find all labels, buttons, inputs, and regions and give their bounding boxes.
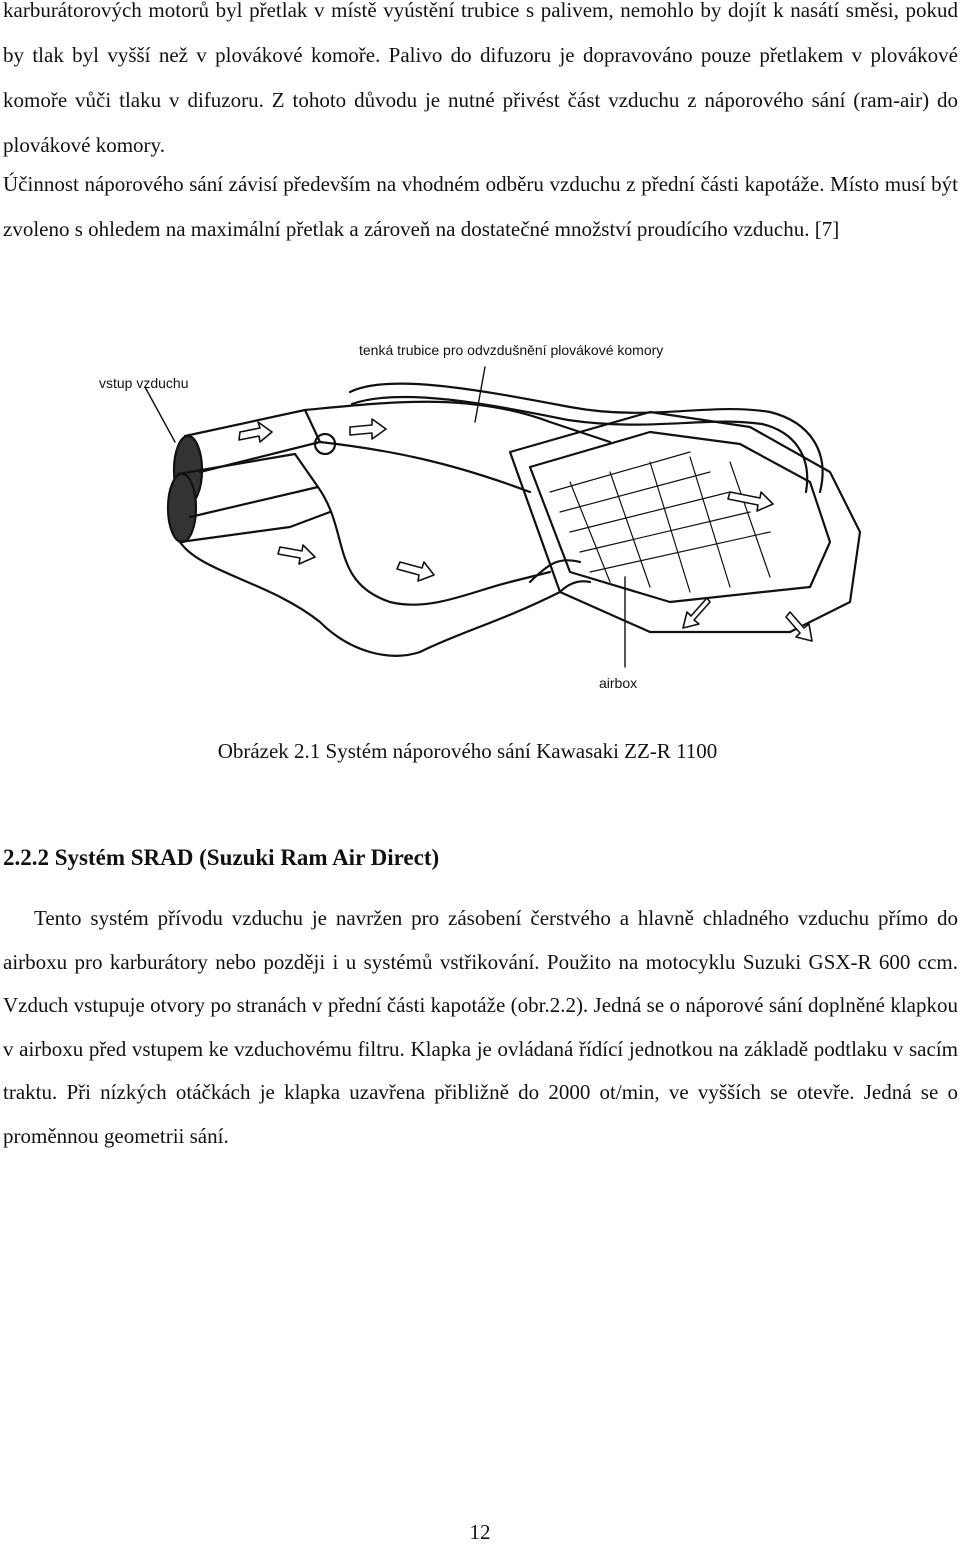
inlet-lower xyxy=(168,474,196,542)
figure-caption: Obrázek 2.1 Systém náporového sání Kawasaki ZZ-R 1100 xyxy=(217,739,718,763)
figure-ram-air-system xyxy=(90,332,880,702)
paragraph-carburetor-pressure: karburátorových motorů byl přetlak v místě vyústění trubice s palivem, nemohlo by dojít k nasátí směsi, pokud by tlak byl vyšší než v plovákové komoře. Palivo do difuzoru je dopravováno pouze přetlakem v plovákové komoře vůči tlaku v difuzoru. Z tohoto důvodu je nutné přivést část vzduchu z náporového sání (ram-air) do plovákové komory. xyxy=(3,0,958,157)
section-heading: 2.2.2 Systém SRAD (Suzuki Ram Air Direct) xyxy=(3,845,440,870)
airbox-outline xyxy=(510,412,860,632)
label-airbox: airbox xyxy=(599,675,638,691)
label-float-chamber-tube: tenká trubice pro odvzdušnění plovákové komory xyxy=(359,342,664,358)
leader-tube xyxy=(475,367,485,422)
label-air-inlet: vstup vzduchu xyxy=(99,375,189,391)
ram-air-drawing xyxy=(90,332,880,702)
page-number: 12 xyxy=(469,1520,491,1544)
leader-inlet xyxy=(145,387,175,442)
paragraph-ram-air-efficiency: Účinnost náporového sání závisí především na vhodném odběru vzduchu z přední části kapotáže. Místo musí být zvoleno s ohledem na maximální přetlak a zároveň na dostatečné množství proudícího vzduchu. [7] xyxy=(3,172,958,241)
paragraph-srad-description: Tento systém přívodu vzduchu je navržen pro zásobení čerstvého a hlavně chladného vzduchu přímo do airboxu pro karburátory nebo později i u systémů vstřikování. Použito na motocyklu Suzuki GSX-R 600 ccm. Vzduch vstupuje otvory po stranách v přední části kapotáže (obr.2.2). Jedná se o náporové sání doplněné klapkou v airboxu před vstupem ke vzduchovému filtru. Klapka je ovládaná řídící jednotkou na základě podtlaku v sacím traktu. Při nízkých otáčkách je klapka uzavřena přibližně do 2000 ot/min, ve vyšších se otevře. Jedná se o proměnnou geometrii sání. xyxy=(3,906,958,1148)
